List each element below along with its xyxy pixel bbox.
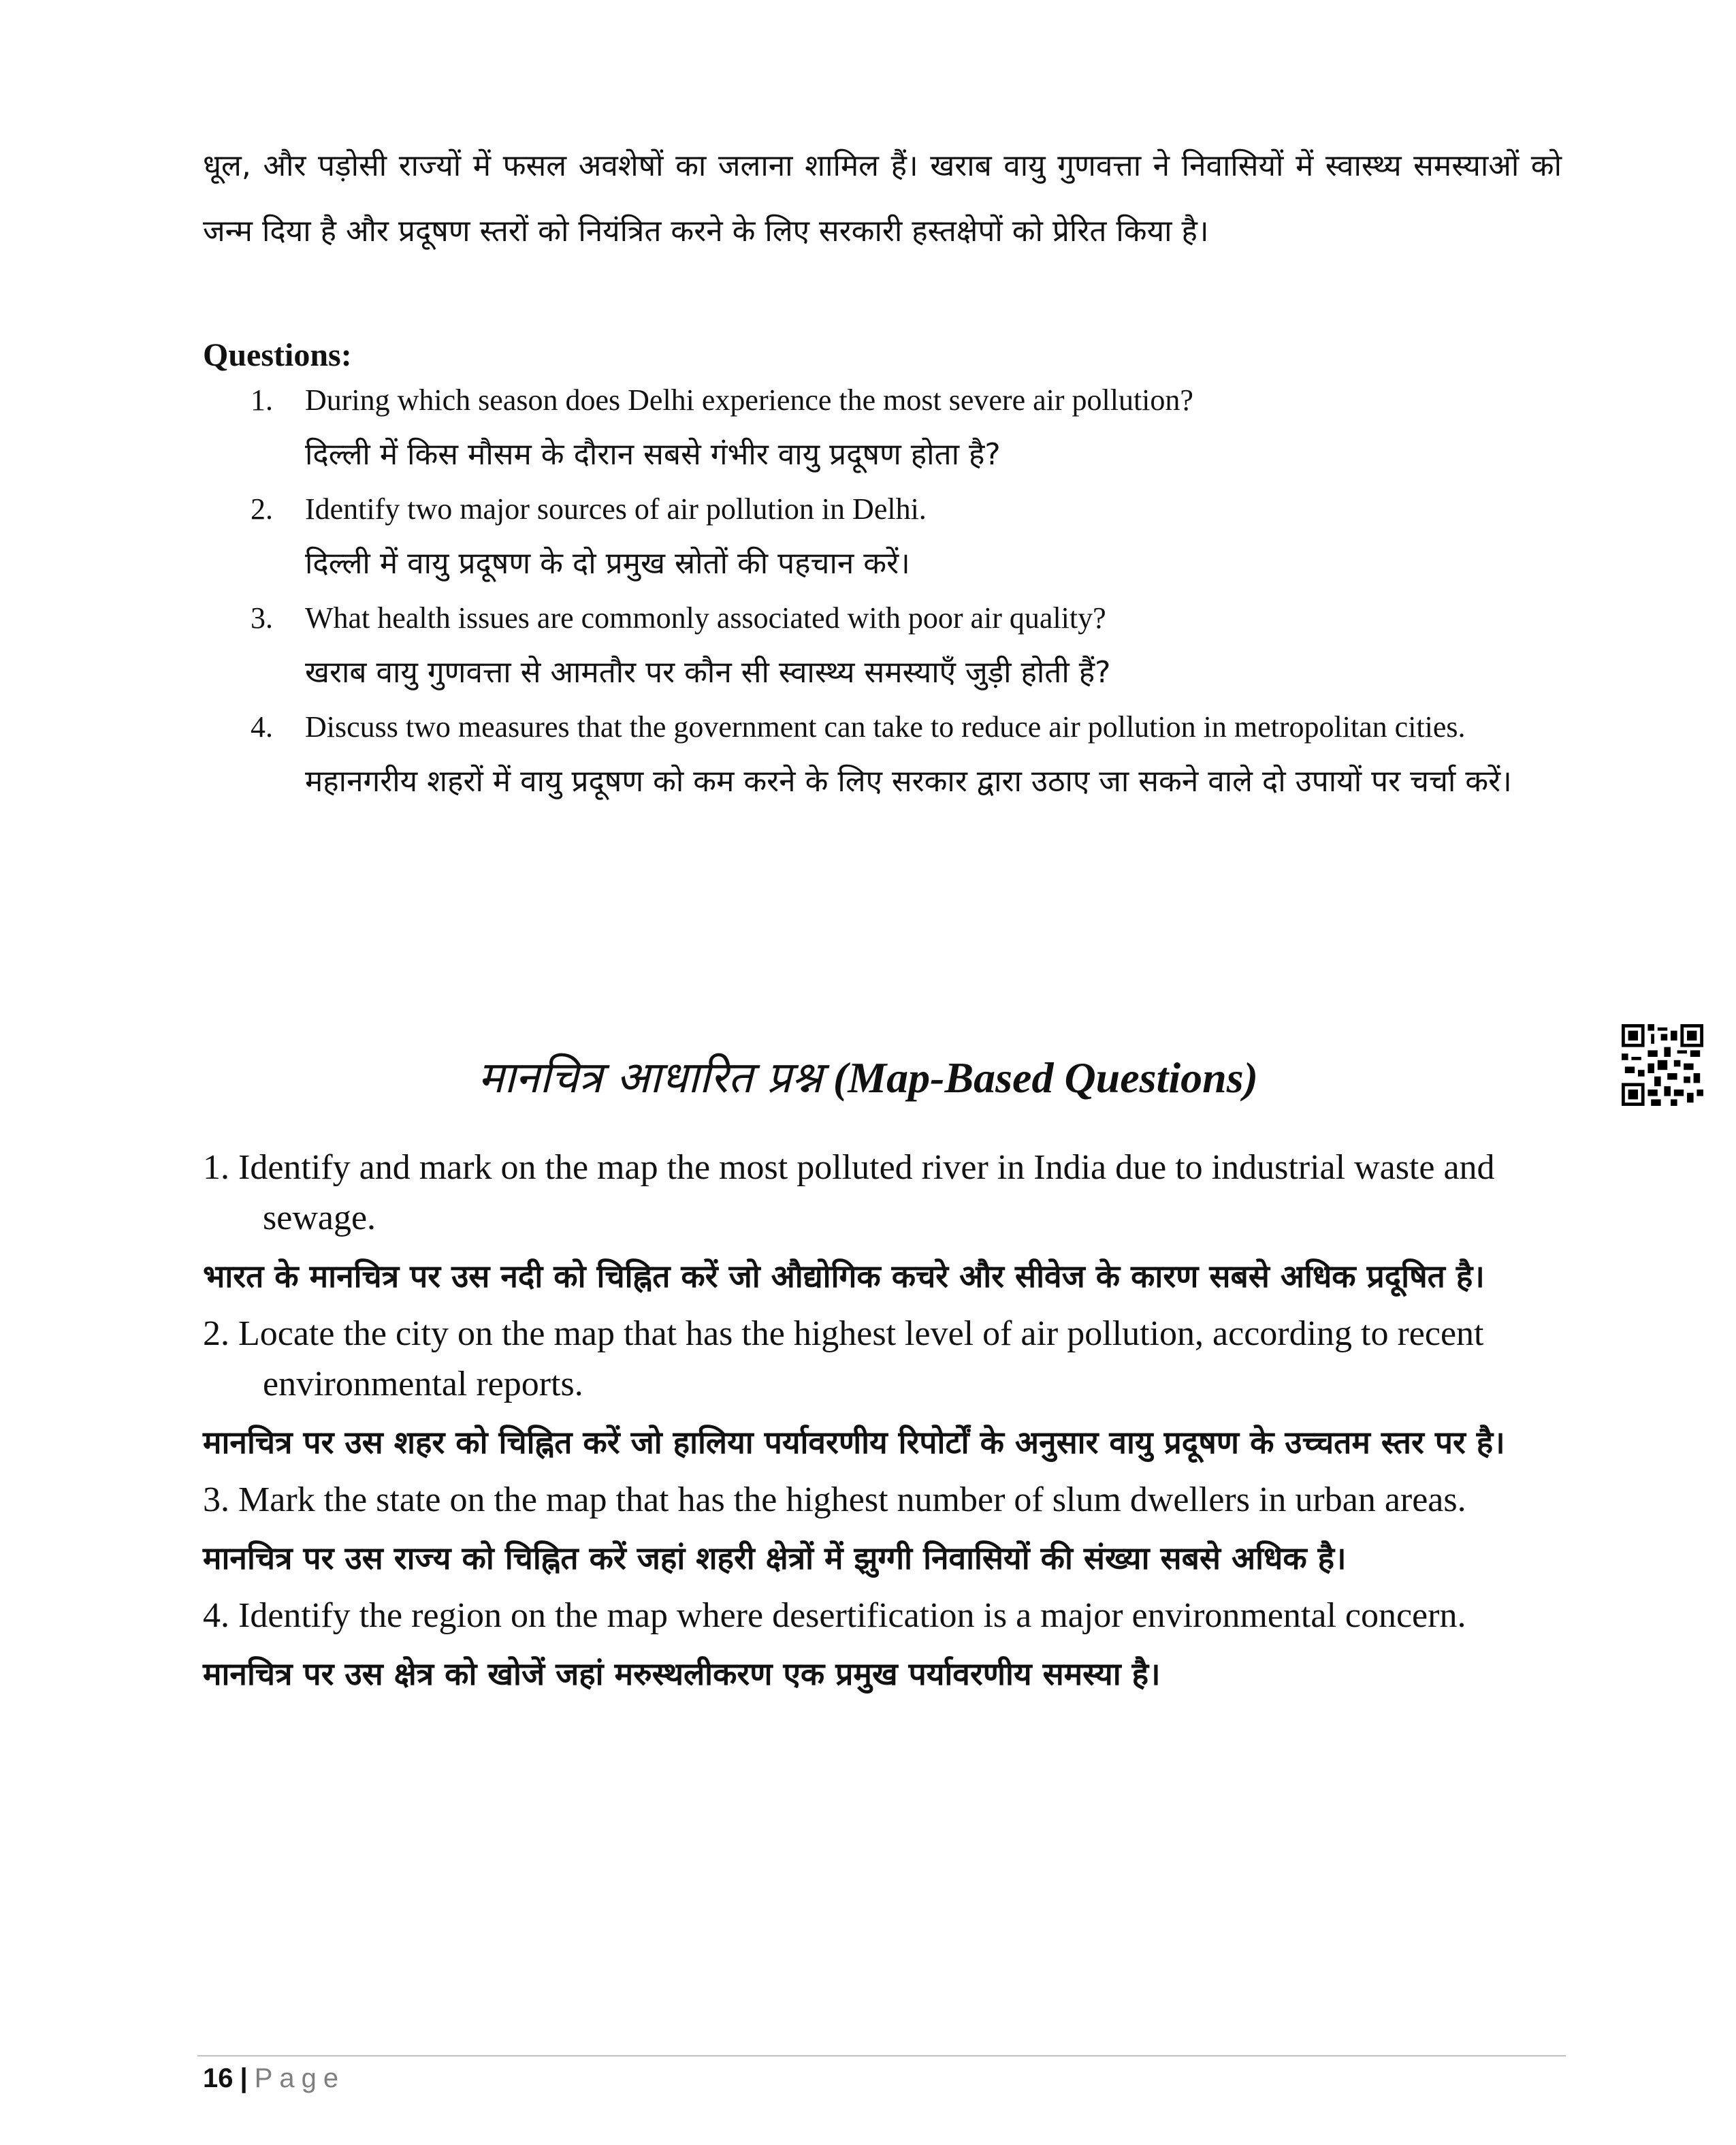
map-question-text-en: 4. Identify the region on the map where desertification is a major environmental concern. — [203, 1596, 1466, 1635]
question-text-hi: दिल्ली में वायु प्रदूषण के दो प्रमुख स्रोतों की पहचान करें। — [305, 546, 910, 581]
question-item — [251, 597, 1544, 705]
question-item — [251, 379, 1544, 488]
question-number: 2. — [251, 492, 273, 526]
map-question-text-hi: मानचित्र पर उस राज्य को चिह्नित करें जहां शहरी क्षेत्रों में झुग्गी निवासियों की संख्या सबसे अधिक है। — [203, 1540, 1347, 1576]
map-question-item — [203, 1143, 1562, 1309]
map-question-text-hi: मानचित्र पर उस क्षेत्र को खोजें जहां मरुस्थलीकरण एक प्रमुख पर्यावरणीय समस्या है। — [203, 1655, 1161, 1692]
question-text-en: Identify two major sources of air pollution in Delhi. — [305, 492, 927, 526]
question-number: 4. — [251, 710, 273, 744]
question-text-en: Discuss two measures that the government can take to reduce air pollution in metropolitan cities. — [305, 710, 1466, 744]
map-questions-list — [203, 1143, 1562, 1706]
map-question-text-en: 2. Locate the city on the map that has the highest level of air pollution, according to recent environmental reports. — [203, 1314, 1484, 1403]
map-question-text-hi: मानचित्र पर उस शहर को चिह्नित करें जो हालिया पर्यावरणीय रिपोर्टों के अनुसार वायु प्रदूषण के उच्चतम स्तर पर है। — [203, 1424, 1505, 1461]
question-text-hi: खराब वायु गुणवत्ता से आमतौर पर कौन सी स्वास्थ्य समस्याएँ जुड़ी होती हैं? — [305, 655, 1111, 690]
question-item — [251, 488, 1544, 597]
question-text-hi: दिल्ली में किस मौसम के दौरान सबसे गंभीर वायु प्रदूषण होता है? — [305, 437, 1001, 472]
map-question-text-en: 1. Identify and mark on the map the most polluted river in India due to industrial waste and sewage. — [203, 1148, 1495, 1237]
questions-list — [251, 379, 1544, 814]
question-item — [251, 705, 1544, 814]
questions-heading: Questions: — [203, 337, 352, 373]
question-text-en: During which season does Delhi experience the most severe air pollution? — [305, 383, 1193, 417]
section-title-hindi: मानचित्र आधारित प्रश्न — [478, 1053, 822, 1103]
map-question-text-en: 3. Mark the state on the map that has the highest number of slum dwellers in urban areas. — [203, 1480, 1466, 1519]
section-title-english: (Map-Based Questions) — [833, 1053, 1258, 1102]
footer-separator: | — [240, 2063, 248, 2093]
map-question-item — [203, 1591, 1562, 1706]
question-number: 1. — [251, 383, 273, 417]
map-question-item — [203, 1309, 1562, 1475]
question-text-hi: महानगरीय शहरों में वायु प्रदूषण को कम करने के लिए सरकार द्वारा उठाए जा सकने वाले दो उपायों पर चर्चा करें। — [305, 764, 1512, 799]
qr-code-icon — [1622, 1024, 1703, 1106]
question-number: 3. — [251, 601, 273, 635]
map-question-text-hi: भारत के मानचित्र पर उस नदी को चिह्नित करें जो औद्योगिक कचरे और सीवेज के कारण सबसे अधिक प्रदूषित है। — [203, 1258, 1485, 1294]
page-label: Page — [254, 2063, 346, 2093]
page-footer — [203, 2063, 345, 2094]
section-title — [0, 1046, 1736, 1105]
footer-divider — [197, 2055, 1566, 2056]
question-text-en: What health issues are commonly associated with poor air quality? — [305, 601, 1106, 635]
page-number: 16 — [203, 2063, 234, 2093]
map-question-item — [203, 1475, 1562, 1591]
intro-paragraph: धूल, और पड़ोसी राज्यों में फसल अवशेषों का जलाना शामिल हैं। खराब वायु गुणवत्ता ने निवासियों में स्वास्थ्य समस्याओं को जन्म दिया है और प्रदूषण स्तरों को नियंत्रित करने के लिए सरकारी हस्तक्षेपों को प्रेरित किया है। — [203, 148, 1562, 249]
